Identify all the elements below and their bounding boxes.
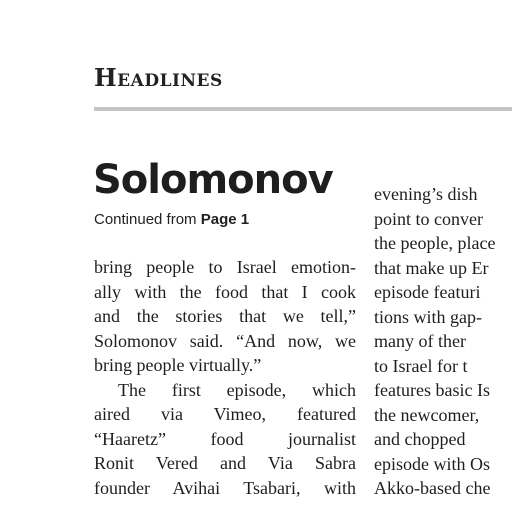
text-line: to Israel for t	[374, 355, 468, 376]
text-line: the people, place	[374, 233, 496, 253]
text-line: tions with gap-	[374, 306, 482, 327]
text-line: evening’s dish	[374, 184, 478, 204]
section-header: Headlines	[94, 63, 223, 92]
text-line: “Haaretz” food journalist	[94, 428, 356, 449]
text-line: point to conver	[374, 208, 483, 229]
text-line: Akko-based che	[374, 478, 491, 498]
text-line: episode featuri	[374, 282, 481, 302]
text-line: ally with the food that I cook	[94, 281, 356, 302]
left-column	[94, 255, 356, 500]
text-line: founder Avihai Tsabari, with	[94, 477, 356, 498]
text-line: that make up Er	[374, 257, 489, 278]
article-title: Solomonov	[93, 157, 333, 203]
text-line: the newcomer,	[374, 404, 480, 425]
right-column	[374, 182, 512, 501]
text-line: Solomonov said. “And now, we	[94, 330, 356, 351]
continued-prefix: Continued from	[94, 211, 201, 228]
text-line: The first episode, which	[118, 379, 356, 400]
text-line: and the stories that we tell,”	[94, 306, 356, 326]
text-line: features basic Is	[374, 380, 490, 400]
text-line: aired via Vimeo, featured	[94, 404, 356, 424]
text-line: many of ther	[374, 331, 466, 351]
text-line: episode with Os	[374, 453, 490, 474]
section-divider	[94, 107, 512, 111]
text-line: bring people to Israel emotion-	[94, 257, 356, 277]
text-line: Ronit Vered and Via Sabra	[94, 453, 356, 473]
continued-page-link[interactable]: Page 1	[200, 211, 250, 228]
text-line: bring people virtually.”	[94, 355, 262, 375]
continued-line	[94, 212, 249, 227]
text-line: and chopped	[374, 429, 466, 449]
